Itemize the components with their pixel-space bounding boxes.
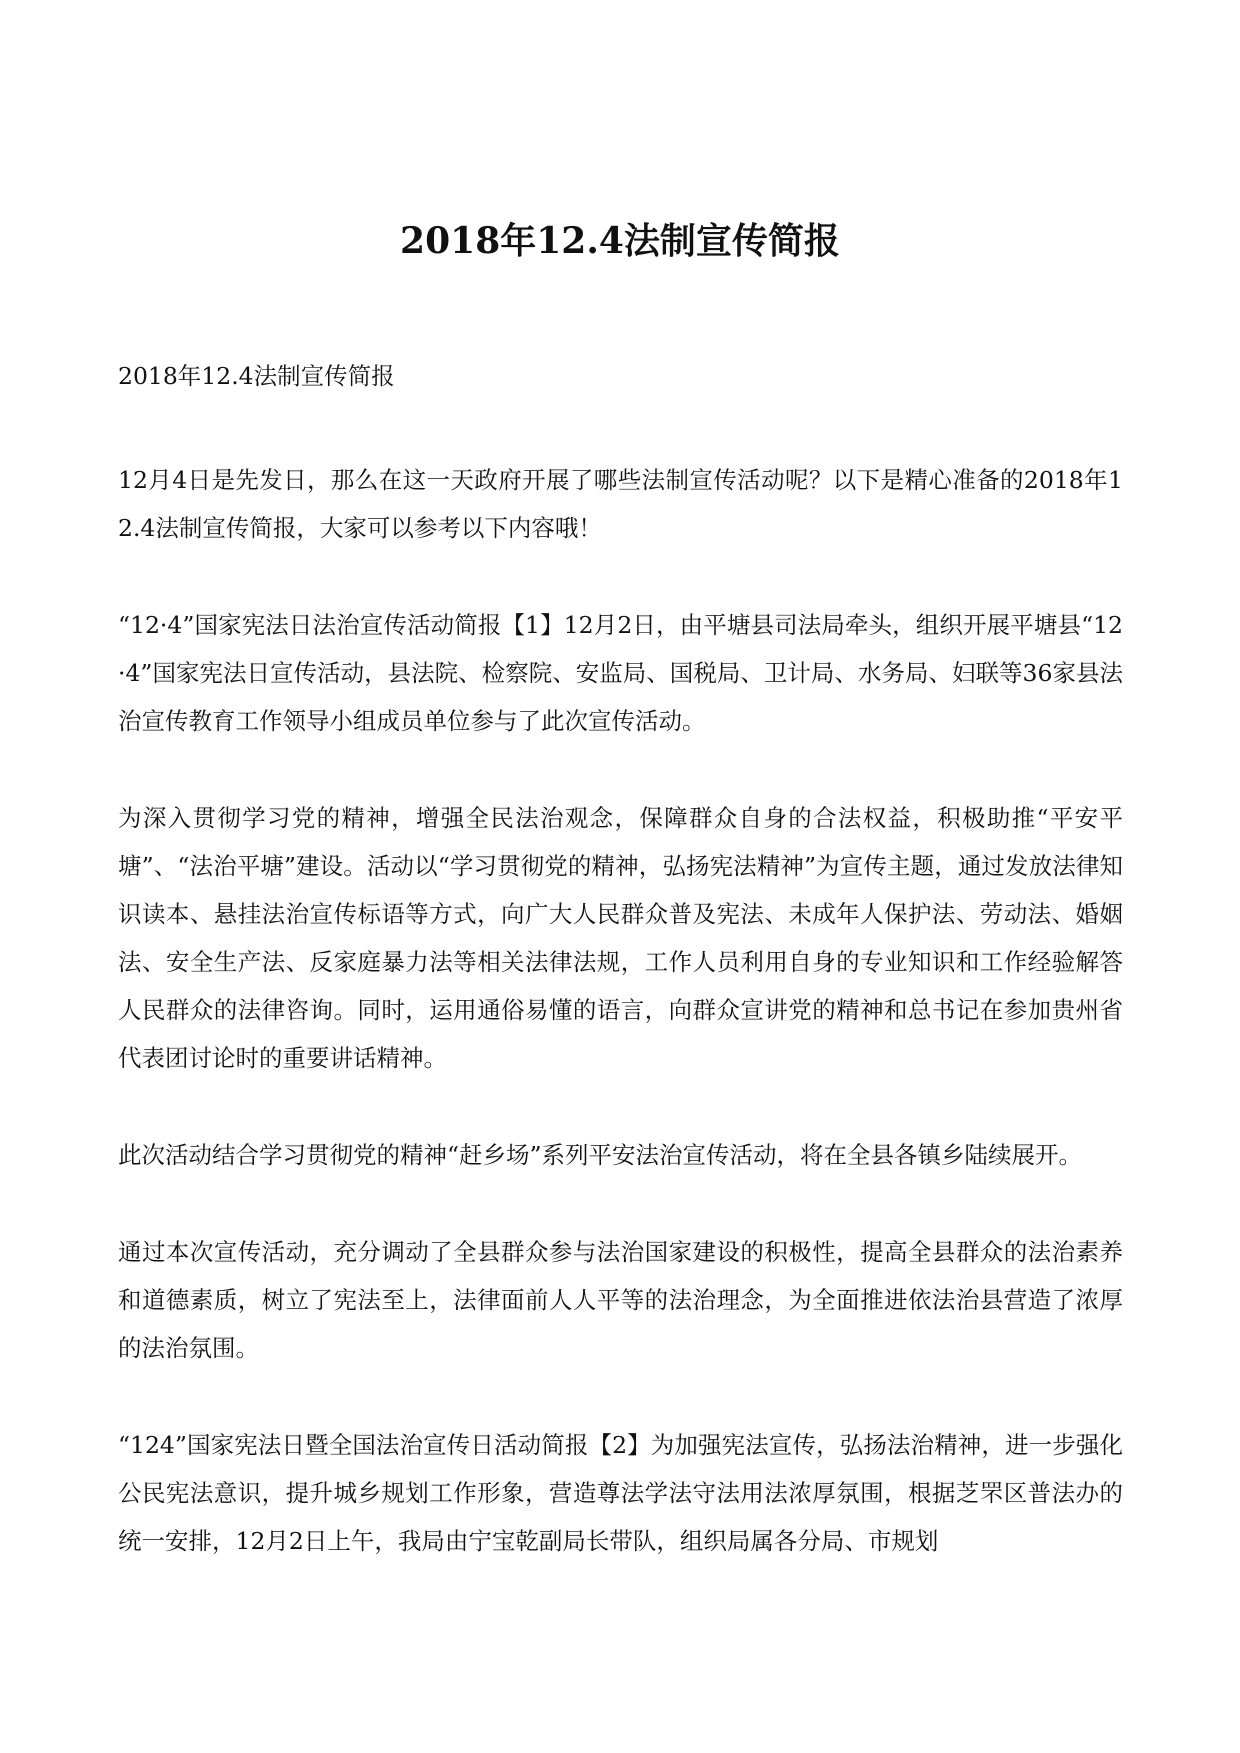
paragraph-activity-details: 为深入贯彻学习党的精神，增强全民法治观念，保障群众自身的合法权益，积极助推“平安平塘”、“法治平塘”建设。活动以“学习贯彻党的精神，弘扬宪法精神”为宣传主题，通过发放法律知识读本、悬挂法治宣传标语等方式，向广大人民群众普及宪法、未成年人保护法、劳动法、婚姻法、安全生产法、反家庭暴力法等相关法律法规，工作人员利用自身的专业知识和工作经验解答人民群众的法律咨询。同时，运用通俗易懂的语言，向群众宣讲党的精神和总书记在参加贵州省代表团讨论时的重要讲话精神。 [118, 804, 1123, 1072]
paragraph-report-2: “124”国家宪法日暨全国法治宣传日活动简报【2】为加强宪法宣传，弘扬法治精神，进一步强化公民宪法意识，提升城乡规划工作形象，营造尊法学法守法用法浓厚氛围，根据芝罘区普法办的统一安排，12月2日上午，我局由宁宝乾副局长带队，组织局属各分局、市规划 [118, 1431, 1123, 1555]
document-title: 2018年12.4法制宣传简报 [400, 220, 840, 262]
paragraph-outcome: 通过本次宣传活动，充分调动了全县群众参与法治国家建设的积极性，提高全县群众的法治素养和道德素质，树立了宪法至上，法律面前人人平等的法治理念，为全面推进依法治县营造了浓厚的法治氛围。 [118, 1238, 1123, 1362]
document-body [118, 352, 1123, 1614]
document-subtitle: 2018年12.4法制宣传简报 [118, 362, 395, 390]
paragraph-series-activity: 此次活动结合学习贯彻党的精神“赶乡场”系列平安法治宣传活动，将在全县各镇乡陆续展开。 [118, 1141, 1083, 1169]
paragraph-intro: 12月4日是先发日，那么在这一天政府开展了哪些法制宣传活动呢？以下是精心准备的2018年12.4法制宣传简报，大家可以参考以下内容哦！ [118, 466, 1123, 542]
paragraph-report-1: “12·4”国家宪法日法治宣传活动简报【1】12月2日，由平塘县司法局牵头，组织开展平塘县“12·4”国家宪法日宣传活动，县法院、检察院、安监局、国税局、卫计局、水务局、妇联等36家县法治宣传教育工作领导小组成员单位参与了此次宣传活动。 [118, 611, 1123, 735]
